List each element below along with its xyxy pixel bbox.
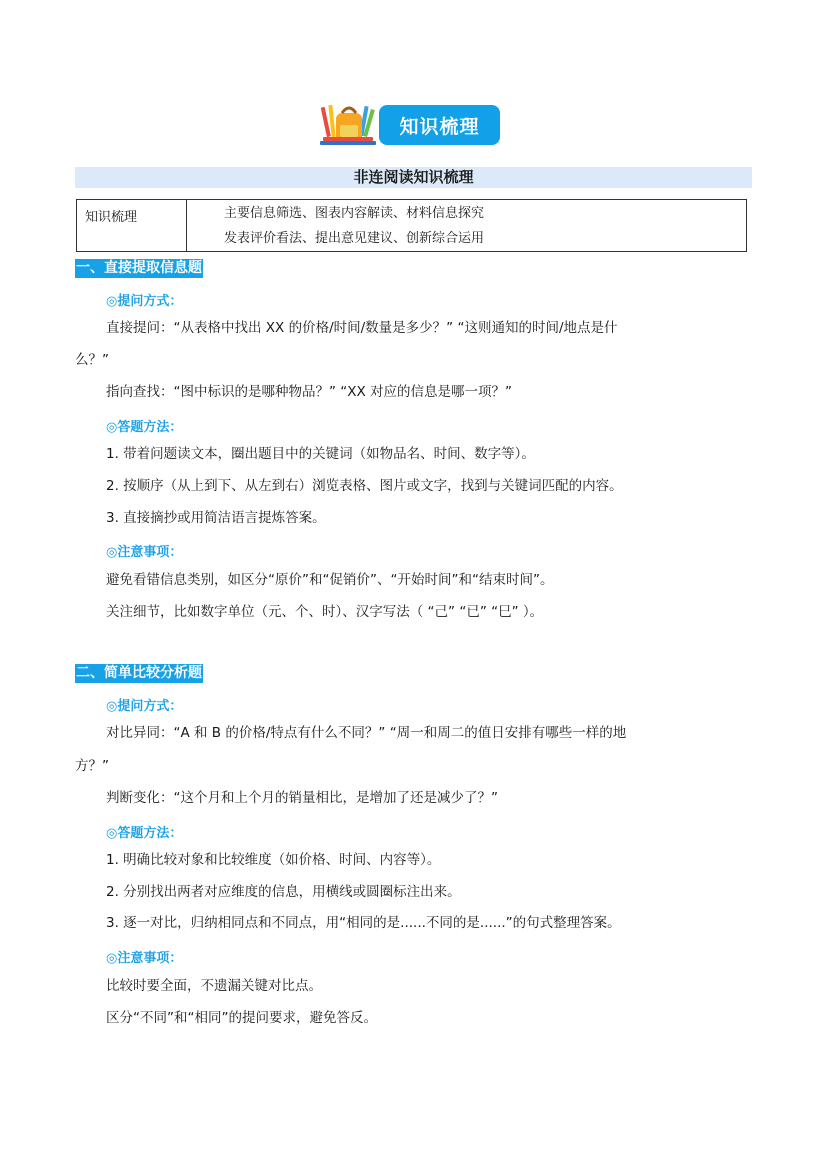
ask-label: ◎提问方式：: [106, 294, 183, 309]
knowledge-table: [76, 199, 747, 252]
section-heading: 一、直接提取信息题: [76, 260, 202, 276]
school-bag-icon: [318, 103, 378, 149]
list-item: 2. 按顺序（从上到下、从左到右）浏览表格、图片或文字，找到与关键词匹配的内容。: [106, 478, 623, 494]
paragraph: 指向查找：“图中标识的是哪种物品？” “XX 对应的信息是哪一项？”: [106, 384, 513, 400]
list-item: 1. 明确比较对象和比较维度（如价格、时间、内容等）。: [106, 852, 441, 868]
method-label: ◎答题方法：: [106, 420, 183, 435]
note-label: ◎注意事项：: [106, 545, 183, 560]
section-badge: 知识梳理: [379, 105, 500, 145]
table-line: 主要信息筛选、图表内容解读、材料信息探究: [224, 206, 485, 221]
table-label: 知识梳理: [77, 200, 187, 251]
paragraph: 比较时要全面，不遗漏关键对比点。: [106, 978, 322, 994]
table-content: [187, 200, 746, 251]
section-heading: 二、简单比较分析题: [76, 665, 202, 681]
list-item: 2. 分别找出两者对应维度的信息，用横线或圆圈标注出来。: [106, 884, 461, 900]
note-label: ◎注意事项：: [106, 951, 183, 966]
list-item: 3. 逐一对比，归纳相同点和不同点，用“相同的是......不同的是......”的句式整理答案。: [106, 915, 621, 931]
list-item: 3. 直接摘抄或用简洁语言提炼答案。: [106, 510, 326, 526]
paragraph: 对比异同：“A 和 B 的价格/特点有什么不同？” “周一和周二的值日安排有哪些一样的地: [106, 725, 627, 741]
paragraph: 避免看错信息类别，如区分“原价”和“促销价”、“开始时间”和“结束时间”。: [106, 572, 554, 588]
paragraph: 方？”: [75, 758, 109, 774]
page-title: 非连阅读知识梳理: [75, 167, 752, 188]
paragraph: 区分“不同”和“相同”的提问要求，避免答反。: [106, 1010, 377, 1026]
method-label: ◎答题方法：: [106, 826, 183, 841]
list-item: 1. 带着问题读文本，圈出题目中的关键词（如物品名、时间、数字等）。: [106, 446, 535, 462]
paragraph: 么？”: [75, 352, 109, 368]
ask-label: ◎提问方式：: [106, 699, 183, 714]
paragraph: 直接提问：“从表格中找出 XX 的价格/时间/数量是多少？” “这则通知的时间/地点是什: [106, 320, 618, 336]
table-line: 发表评价看法、提出意见建议、创新综合运用: [224, 231, 485, 246]
paragraph: 判断变化：“这个月和上个月的销量相比，是增加了还是减少了？”: [106, 790, 498, 806]
paragraph: 关注细节，比如数字单位（元、个、时）、汉字写法（ “己” “已” “巳” ）。: [106, 604, 544, 620]
